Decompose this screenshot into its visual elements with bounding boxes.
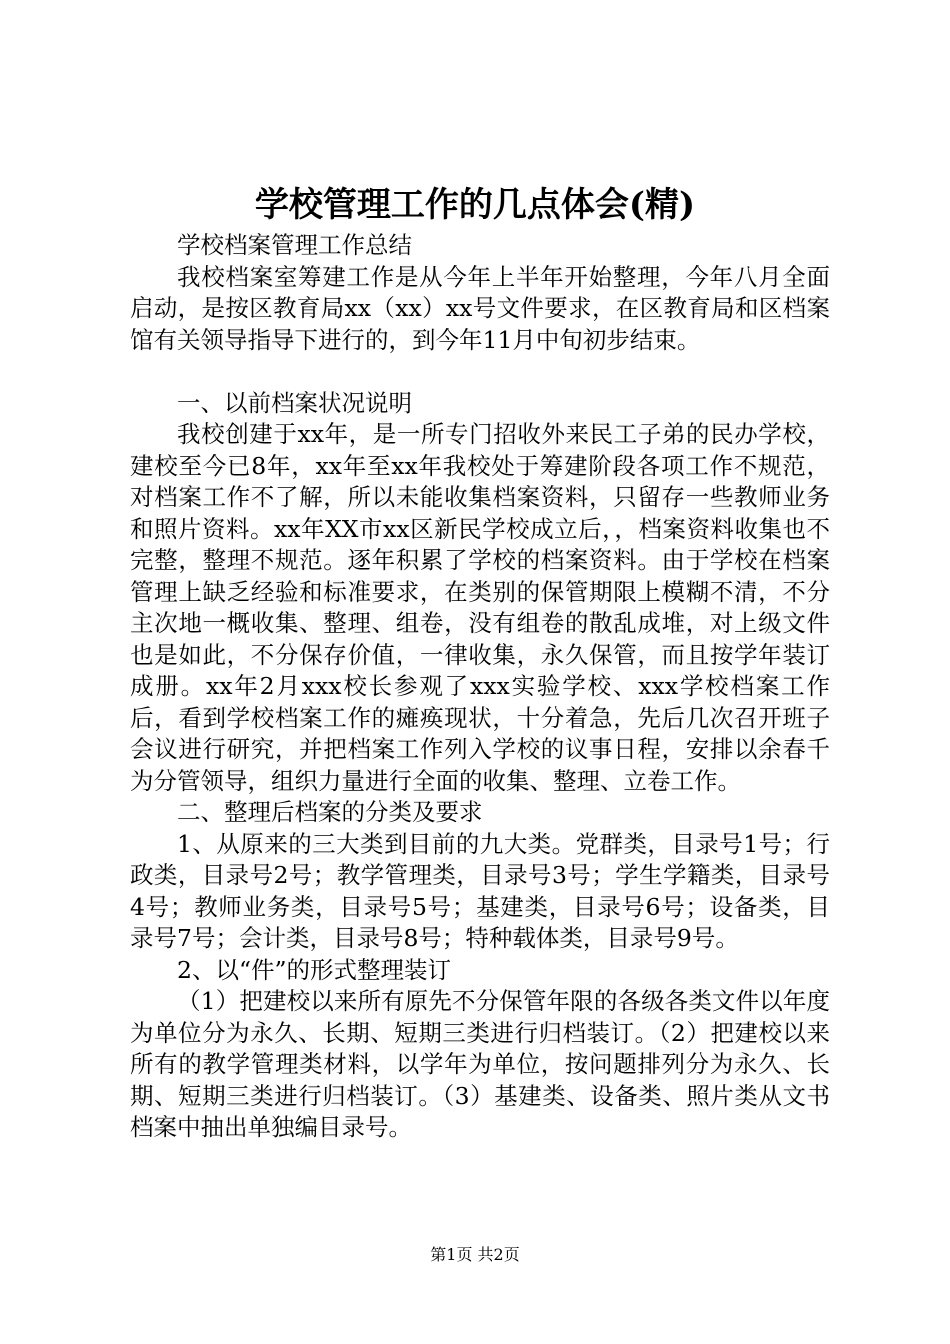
- subsection-heading-2: 2、以“件”的形式整理装订: [177, 955, 451, 984]
- paragraph-spacer: [130, 356, 830, 388]
- paragraph-classification: 1、从原来的三大类到目前的九大类。党群类，目录号1号；行政类，目录号2号；教学管理类，目录号3号；学生学籍类，目录号4号；教师业务类，目录号5号；基建类，目录号6号；设备类，目录号7号；会计类，目录号8号；特种载体类，目录号9号。: [130, 829, 830, 952]
- document-title: 学校管理工作的几点体会(精): [254, 185, 696, 225]
- section-heading-2: 二、整理后档案的分类及要求: [177, 798, 483, 826]
- paragraph-subtitle: 学校档案管理工作总结: [177, 231, 412, 259]
- paragraph-section-1: 我校创建于xx年，是一所专门招收外来民工子弟的民办学校，建校至今已8年，xx年至xx年我校处于筹建阶段各项工作不规范，对档案工作不了解，所以未能收集档案资料，只留存一些教师业务和照片资料。xx年XX市xx区新民学校成立后，，档案资料收集也不完整，整理不规范。逐年积累了学校的档案资料。由于学校在档案管理上缺乏经验和标准要求，在类别的保管期限上模糊不清，不分主次地一概收集、整理、组卷，没有组卷的散乱成堆，对上级文件也是如此，不分保存价值，一律收集，永久保管，而且按学年装订成册。xx年2月xxx校长参观了xxx实验学校、xxx学校档案工作后，看到学校档案工作的瘫痪现状，十分着急，先后几次召开班子会议进行研究，并把档案工作列入学校的议事日程，安排以余春千为分管领导，组织力量进行全面的收集、整理、立卷工作。: [130, 420, 830, 795]
- page-number: 第1页 共2页: [430, 1245, 520, 1264]
- paragraph-binding: （1）把建校以来所有原先不分保管年限的各级各类文件以年度为单位分为永久、长期、短期三类进行归档装订。（2）把建校以来所有的教学管理类材料，以学年为单位，按问题排列分为永久、长期、短期三类进行归档装订。（3）基建类、设备类、照片类从文书档案中抽出单独编目录号。: [130, 987, 830, 1141]
- document-body: [130, 230, 830, 1144]
- section-heading-1: 一、以前档案状况说明: [177, 388, 412, 417]
- paragraph-intro: 我校档案室筹建工作是从今年上半年开始整理，今年八月全面启动，是按区教育局xx（xx）xx号文件要求，在区教育局和区档案馆有关领导指导下进行的，到今年11月中旬初步结束。: [130, 262, 830, 354]
